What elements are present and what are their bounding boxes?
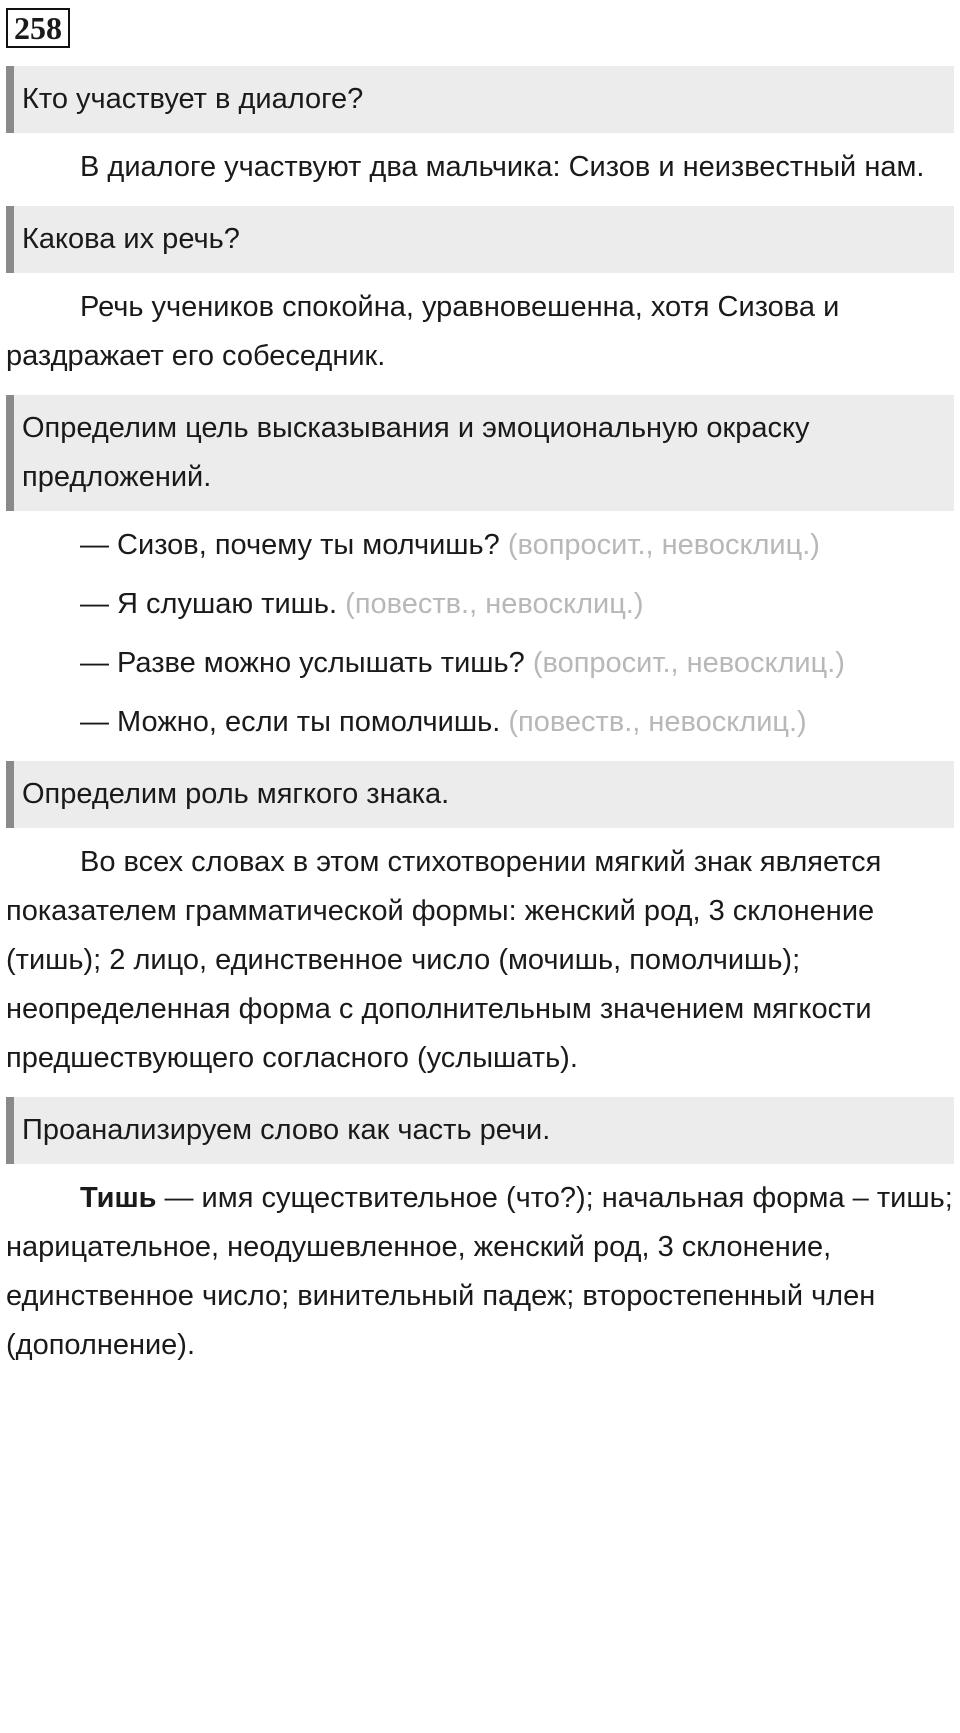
question-participants: Кто участвует в диалоге? [6,66,954,133]
answer-part-of-speech: Тишь — имя существительное (что?); начальная форма – тишь; нарицательное, неодушевленное, женский род, 3 склонение, единственное число; винительный падеж; второстепенный член (дополнение). [6,1182,953,1361]
dialogue-line: — Можно, если ты помолчишь. (повеств., невосклиц.) [80,706,807,738]
answer-soft-sign: Во всех словах в этом стихотворении мягкий знак является показателем грамматической формы: женский род, 3 склонение (тишь); 2 лицо, единственное число (мочишь, помолчишь); неопределенная форма с дополнительным значением мягкости предшествующего согласного (услышать). [6,846,882,1074]
question-speech: Какова их речь? [6,206,954,273]
dialogue-note: (повеств., невосклиц.) [508,706,807,738]
task-number: 258 [6,8,70,48]
dialogue-line: — Сизов, почему ты молчишь? (вопросит., невосклиц.) [80,529,820,561]
answer-participants: В диалоге участвуют два мальчика: Сизов и неизвестный нам. [80,151,925,183]
dialogue-note: (повеств., невосклиц.) [345,588,644,620]
analyzed-word: Тишь [80,1182,157,1214]
question-part-of-speech: Проанализируем слово как часть речи. [6,1097,954,1164]
question-purpose: Определим цель высказывания и эмоциональную окраску предложений. [6,395,954,511]
dialogue-note: (вопросит., невосклиц.) [532,647,845,679]
answer-speech: Речь учеников спокойна, уравновешенна, хотя Сизова и раздражает его собеседник. [6,291,840,372]
dialogue-line: — Я слушаю тишь. (повеств., невосклиц.) [80,588,644,620]
page [6,8,954,1378]
task-number-header [6,8,954,52]
dialogue-note: (вопросит., невосклиц.) [507,529,820,561]
question-soft-sign: Определим роль мягкого знака. [6,761,954,828]
dialogue-line: — Разве можно услышать тишь? (вопросит., невосклиц.) [80,647,845,679]
